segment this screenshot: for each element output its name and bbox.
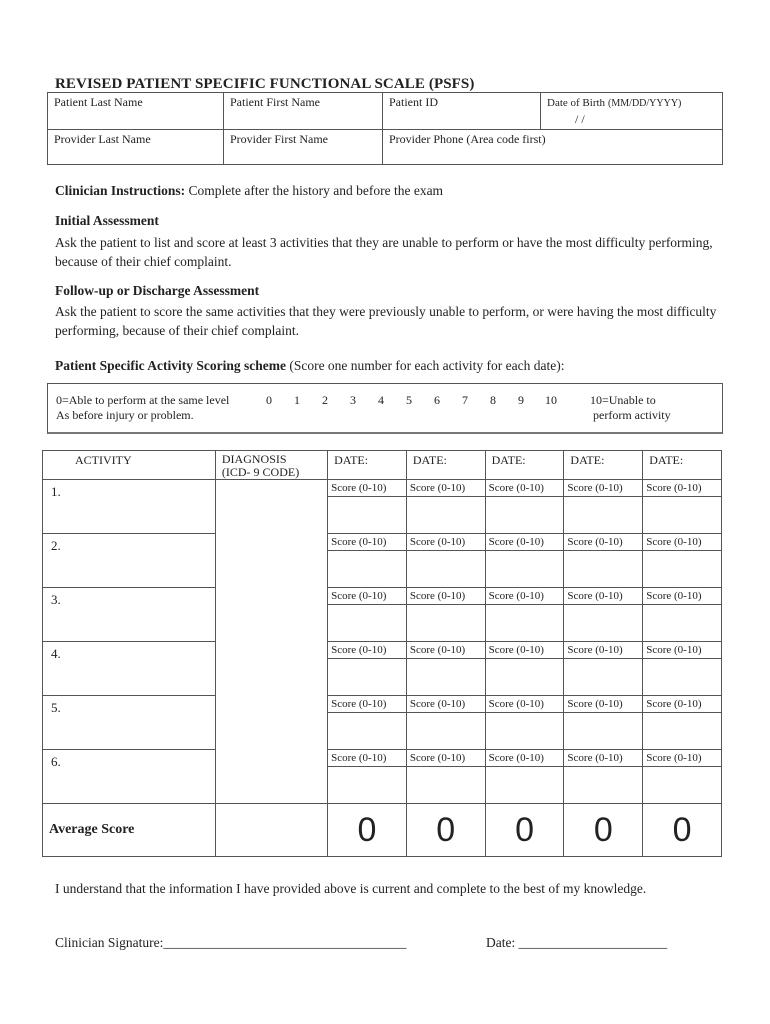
- scale-number: 9: [518, 393, 524, 407]
- score-label: Score (0-10): [485, 642, 564, 659]
- scale-number: 3: [350, 393, 356, 407]
- activity-row-6[interactable]: [43, 750, 216, 804]
- scale-right-line1: 10=Unable to: [590, 393, 656, 407]
- scale-number: 1: [294, 393, 300, 407]
- clinician-instructions-label: Clinician Instructions:: [55, 183, 186, 198]
- score-label: Score (0-10): [485, 480, 564, 497]
- score-input[interactable]: [485, 497, 564, 534]
- score-input[interactable]: [485, 713, 564, 750]
- score-label: Score (0-10): [564, 750, 643, 767]
- score-label: Score (0-10): [643, 750, 722, 767]
- provider-first-name-label: Provider First Name: [230, 132, 328, 146]
- scale-left-line2: As before injury or problem.: [56, 408, 194, 422]
- score-input[interactable]: [643, 497, 722, 534]
- provider-last-name-label: Provider Last Name: [54, 132, 151, 146]
- score-label: Score (0-10): [328, 696, 407, 713]
- score-label: Score (0-10): [643, 696, 722, 713]
- activity-number: 3.: [51, 592, 61, 607]
- patient-id-label: Patient ID: [389, 95, 438, 109]
- diagnosis-header-line2: (ICD- 9 CODE): [221, 465, 300, 479]
- date-column-header[interactable]: DATE:: [643, 451, 722, 480]
- activity-row-4[interactable]: [43, 642, 216, 696]
- scale-number: 8: [490, 393, 496, 407]
- date-column-header[interactable]: DATE:: [564, 451, 643, 480]
- form-title: REVISED PATIENT SPECIFIC FUNCTIONAL SCALE (PSFS): [55, 76, 475, 92]
- initial-assessment-text: Ask the patient to list and score at least 3 activities that they are unable to perform or have the most difficulty performing, because of their chief complaint.: [55, 235, 713, 269]
- attestation-text: I understand that the information I have provided above is current and complete to the best of my knowledge.: [55, 881, 647, 896]
- score-input[interactable]: [643, 659, 722, 696]
- scale-number: 7: [462, 393, 468, 407]
- provider-first-name-field[interactable]: [224, 130, 383, 165]
- score-label: Score (0-10): [328, 534, 407, 551]
- score-label: Score (0-10): [643, 480, 722, 497]
- activity-number: 5.: [51, 700, 61, 715]
- patient-id-field[interactable]: [383, 93, 541, 130]
- diagnosis-header-line1: DIAGNOSIS: [221, 452, 287, 466]
- date-column-header[interactable]: DATE:: [406, 451, 485, 480]
- average-score-value: 0: [328, 804, 407, 857]
- score-input[interactable]: [328, 659, 407, 696]
- score-input[interactable]: [406, 713, 485, 750]
- scale-number: 0: [266, 393, 272, 407]
- provider-last-name-field[interactable]: [48, 130, 224, 165]
- provider-phone-label: Provider Phone (Area code first): [389, 132, 546, 146]
- activity-row-1[interactable]: [43, 480, 216, 534]
- patient-first-name-label: Patient First Name: [230, 95, 320, 109]
- score-input[interactable]: [564, 659, 643, 696]
- score-input[interactable]: [564, 767, 643, 804]
- score-label: Score (0-10): [564, 480, 643, 497]
- activity-row-3[interactable]: [43, 588, 216, 642]
- activity-score-table: [42, 450, 722, 857]
- score-input[interactable]: [406, 767, 485, 804]
- score-input[interactable]: [564, 713, 643, 750]
- date-of-birth-field[interactable]: [541, 93, 723, 130]
- score-input[interactable]: [643, 551, 722, 588]
- score-input[interactable]: [643, 767, 722, 804]
- score-input[interactable]: [328, 605, 407, 642]
- score-label: Score (0-10): [406, 750, 485, 767]
- score-label: Score (0-10): [328, 480, 407, 497]
- score-label: Score (0-10): [406, 696, 485, 713]
- average-score-label: Average Score: [43, 804, 216, 857]
- score-label: Score (0-10): [643, 588, 722, 605]
- scoring-scale-box: [47, 383, 723, 434]
- dob-label: Date of Birth: [547, 97, 606, 109]
- clinician-instructions-text: Complete after the history and before the exam: [185, 183, 444, 198]
- score-label: Score (0-10): [485, 696, 564, 713]
- patient-provider-header: [47, 92, 723, 165]
- date-column-header[interactable]: DATE:: [328, 451, 407, 480]
- provider-phone-field[interactable]: [383, 130, 723, 165]
- scale-number: 2: [322, 393, 328, 407]
- score-input[interactable]: [406, 659, 485, 696]
- score-input[interactable]: [564, 497, 643, 534]
- average-score-value: 0: [485, 804, 564, 857]
- clinician-instructions: [55, 181, 443, 200]
- score-input[interactable]: [406, 497, 485, 534]
- score-input[interactable]: [485, 551, 564, 588]
- activity-column-header: ACTIVITY: [43, 451, 216, 480]
- scoring-scheme-label: Patient Specific Activity Scoring scheme: [55, 358, 286, 373]
- score-label: Score (0-10): [564, 534, 643, 551]
- activity-row-5[interactable]: [43, 696, 216, 750]
- average-score-value: 0: [564, 804, 643, 857]
- score-label: Score (0-10): [643, 534, 722, 551]
- dob-format: (MM/DD/YYYY): [608, 98, 682, 109]
- score-input[interactable]: [643, 713, 722, 750]
- date-column-header[interactable]: DATE:: [485, 451, 564, 480]
- score-label: Score (0-10): [643, 642, 722, 659]
- average-score-value: 0: [406, 804, 485, 857]
- scale-left-line1: 0=Able to perform at the same level: [56, 393, 230, 407]
- score-label: Score (0-10): [564, 588, 643, 605]
- diagnosis-column-header: [215, 451, 327, 480]
- scoring-scheme-heading: [55, 356, 564, 375]
- scale-number: 10: [545, 393, 557, 407]
- score-label: Score (0-10): [328, 750, 407, 767]
- score-input[interactable]: [564, 551, 643, 588]
- score-label: Score (0-10): [564, 642, 643, 659]
- score-label: Score (0-10): [485, 750, 564, 767]
- average-diagnosis-cell: [215, 804, 327, 857]
- score-input[interactable]: [406, 551, 485, 588]
- score-input[interactable]: [485, 659, 564, 696]
- score-label: Score (0-10): [406, 534, 485, 551]
- initial-assessment-title: Initial Assessment: [55, 213, 159, 228]
- score-label: Score (0-10): [328, 588, 407, 605]
- score-input[interactable]: [328, 497, 407, 534]
- scale-number: 4: [378, 393, 384, 407]
- followup-assessment-title: Follow-up or Discharge Assessment: [55, 283, 260, 298]
- scale-number: 6: [434, 393, 440, 407]
- score-label: Score (0-10): [406, 480, 485, 497]
- score-label: Score (0-10): [406, 588, 485, 605]
- score-label: Score (0-10): [564, 696, 643, 713]
- score-input[interactable]: [328, 767, 407, 804]
- activity-number: 6.: [51, 754, 61, 769]
- activity-row-2[interactable]: [43, 534, 216, 588]
- scale-right-line2: perform activity: [593, 408, 671, 422]
- diagnosis-cell[interactable]: [215, 480, 327, 804]
- score-label: Score (0-10): [485, 588, 564, 605]
- score-input[interactable]: [485, 767, 564, 804]
- score-input[interactable]: [406, 605, 485, 642]
- signature-date-line[interactable]: Date: ______________________: [486, 935, 668, 950]
- scale-number: 5: [406, 393, 412, 407]
- score-input[interactable]: [485, 605, 564, 642]
- scoring-scheme-text: (Score one number for each activity for each date):: [285, 358, 565, 373]
- score-label: Score (0-10): [328, 642, 407, 659]
- dob-slashes: / /: [575, 112, 585, 126]
- patient-first-name-field[interactable]: [224, 93, 383, 130]
- activity-number: 2.: [51, 538, 61, 553]
- score-input[interactable]: [564, 605, 643, 642]
- patient-last-name-field[interactable]: [48, 93, 224, 130]
- score-input[interactable]: [328, 551, 407, 588]
- clinician-signature-line[interactable]: Clinician Signature:____________________________________: [55, 935, 407, 950]
- score-input[interactable]: [328, 713, 407, 750]
- score-label: Score (0-10): [406, 642, 485, 659]
- activity-number: 4.: [51, 646, 61, 661]
- score-input[interactable]: [643, 605, 722, 642]
- score-label: Score (0-10): [485, 534, 564, 551]
- average-score-value: 0: [643, 804, 722, 857]
- patient-last-name-label: Patient Last Name: [54, 95, 143, 109]
- activity-number: 1.: [51, 484, 61, 499]
- followup-assessment-text: Ask the patient to score the same activities that they were previously unable to perform, or were having the most difficulty performing, because of their chief complaint.: [55, 304, 717, 338]
